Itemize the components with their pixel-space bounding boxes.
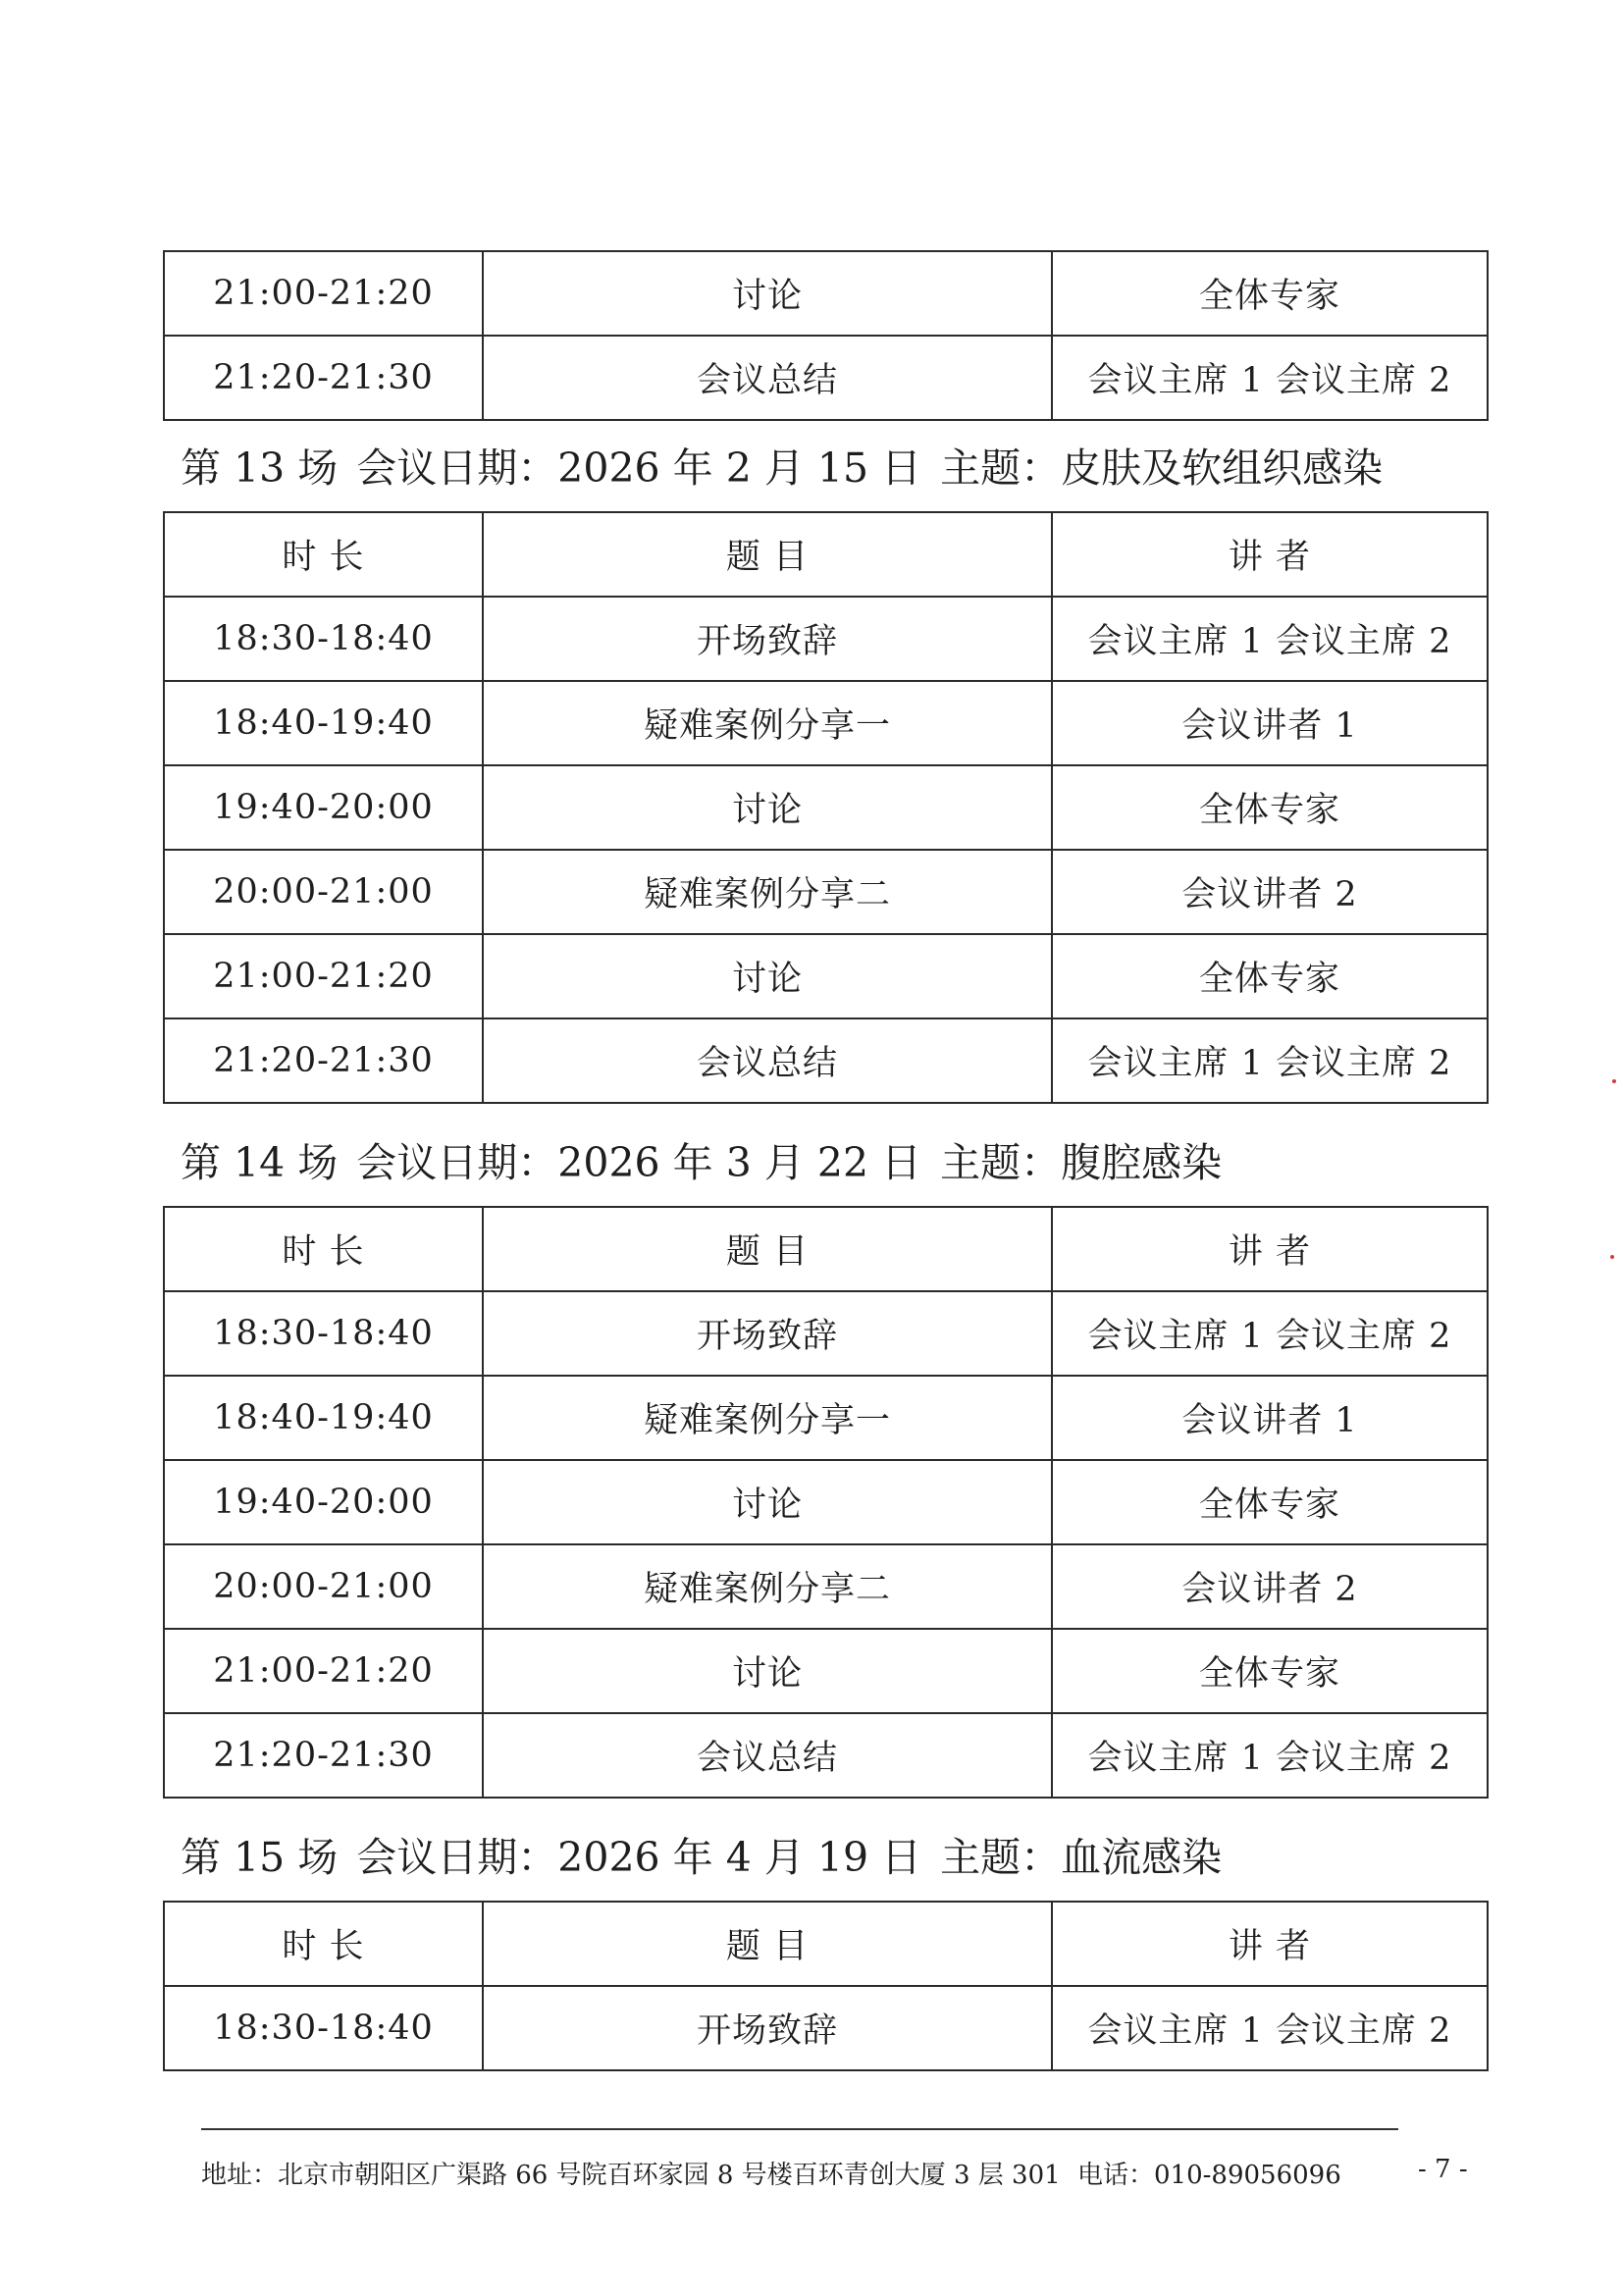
topic-cell: 开场致辞 bbox=[483, 597, 1052, 681]
speaker-cell: 会议主席 1 会议主席 2 bbox=[1052, 1986, 1488, 2070]
table-header-row bbox=[164, 1902, 1488, 1986]
table-row bbox=[164, 765, 1488, 850]
speaker-cell: 会议主席 1 会议主席 2 bbox=[1052, 1018, 1488, 1103]
table-row bbox=[164, 1544, 1488, 1629]
topic-cell: 会议总结 bbox=[483, 1018, 1052, 1103]
session-theme: 主题：血流感染 bbox=[940, 1834, 1223, 1881]
footer-divider bbox=[201, 2128, 1398, 2130]
time-cell: 18:30-18:40 bbox=[164, 1986, 483, 2070]
topic-cell: 疑难案例分享二 bbox=[483, 1544, 1052, 1629]
speaker-cell: 会议主席 1 会议主席 2 bbox=[1052, 336, 1488, 420]
footer-address: 地址：北京市朝阳区广渠路 66 号院百环家园 8 号楼百环青创大厦 3 层 301 bbox=[201, 2161, 1061, 2190]
topic-cell: 讨论 bbox=[483, 251, 1052, 336]
time-cell: 21:20-21:30 bbox=[164, 1713, 483, 1798]
time-cell: 21:20-21:30 bbox=[164, 336, 483, 420]
table-header-row bbox=[164, 1207, 1488, 1291]
speaker-cell: 会议讲者 2 bbox=[1052, 1544, 1488, 1629]
page-number: - 7 - bbox=[1418, 2155, 1468, 2184]
topic-cell: 讨论 bbox=[483, 765, 1052, 850]
table-row bbox=[164, 1986, 1488, 2070]
session-date: 会议日期：2026 年 2 月 15 日 bbox=[356, 444, 922, 492]
table-row bbox=[164, 597, 1488, 681]
time-cell: 21:00-21:20 bbox=[164, 1629, 483, 1713]
table-row bbox=[164, 681, 1488, 765]
table-row bbox=[164, 1291, 1488, 1376]
speaker-cell: 会议主席 1 会议主席 2 bbox=[1052, 597, 1488, 681]
table-row bbox=[164, 336, 1488, 420]
header-topic: 题 目 bbox=[483, 1902, 1052, 1986]
header-speaker: 讲 者 bbox=[1052, 1902, 1488, 1986]
continued-schedule-table bbox=[163, 250, 1489, 421]
time-cell: 19:40-20:00 bbox=[164, 765, 483, 850]
topic-cell: 疑难案例分享二 bbox=[483, 850, 1052, 934]
time-cell: 20:00-21:00 bbox=[164, 850, 483, 934]
header-duration: 时 长 bbox=[164, 1207, 483, 1291]
table-row bbox=[164, 1460, 1488, 1544]
session-date: 会议日期：2026 年 4 月 19 日 bbox=[356, 1834, 922, 1881]
scan-speck bbox=[1610, 1255, 1614, 1259]
header-duration: 时 长 bbox=[164, 512, 483, 597]
session-14-table bbox=[163, 1206, 1489, 1799]
time-cell: 20:00-21:00 bbox=[164, 1544, 483, 1629]
table-row bbox=[164, 934, 1488, 1018]
time-cell: 18:40-19:40 bbox=[164, 681, 483, 765]
topic-cell: 讨论 bbox=[483, 1460, 1052, 1544]
session-label: 第 14 场 bbox=[181, 1139, 339, 1186]
speaker-cell: 全体专家 bbox=[1052, 1460, 1488, 1544]
speaker-cell: 会议讲者 2 bbox=[1052, 850, 1488, 934]
time-cell: 21:00-21:20 bbox=[164, 251, 483, 336]
speaker-cell: 会议主席 1 会议主席 2 bbox=[1052, 1713, 1488, 1798]
header-topic: 题 目 bbox=[483, 512, 1052, 597]
speaker-cell: 会议主席 1 会议主席 2 bbox=[1052, 1291, 1488, 1376]
table-row bbox=[164, 1018, 1488, 1103]
time-cell: 21:00-21:20 bbox=[164, 934, 483, 1018]
header-duration: 时 长 bbox=[164, 1902, 483, 1986]
session-14-heading bbox=[181, 1133, 1228, 1192]
speaker-cell: 全体专家 bbox=[1052, 765, 1488, 850]
session-15-heading bbox=[181, 1828, 1228, 1887]
footer-phone: 电话：010-89056096 bbox=[1077, 2161, 1341, 2190]
table-row bbox=[164, 1713, 1488, 1798]
time-cell: 18:30-18:40 bbox=[164, 1291, 483, 1376]
topic-cell: 会议总结 bbox=[483, 1713, 1052, 1798]
session-label: 第 13 场 bbox=[181, 444, 339, 492]
session-13-heading bbox=[181, 439, 1388, 497]
table-header-row bbox=[164, 512, 1488, 597]
header-speaker: 讲 者 bbox=[1052, 512, 1488, 597]
header-speaker: 讲 者 bbox=[1052, 1207, 1488, 1291]
topic-cell: 会议总结 bbox=[483, 336, 1052, 420]
table-row bbox=[164, 850, 1488, 934]
time-cell: 18:40-19:40 bbox=[164, 1376, 483, 1460]
session-13-table bbox=[163, 511, 1489, 1104]
topic-cell: 讨论 bbox=[483, 1629, 1052, 1713]
time-cell: 21:20-21:30 bbox=[164, 1018, 483, 1103]
session-theme: 主题：皮肤及软组织感染 bbox=[940, 444, 1384, 492]
session-date: 会议日期：2026 年 3 月 22 日 bbox=[356, 1139, 922, 1186]
speaker-cell: 全体专家 bbox=[1052, 251, 1488, 336]
topic-cell: 疑难案例分享一 bbox=[483, 681, 1052, 765]
time-cell: 19:40-20:00 bbox=[164, 1460, 483, 1544]
topic-cell: 开场致辞 bbox=[483, 1986, 1052, 2070]
table-row bbox=[164, 251, 1488, 336]
header-topic: 题 目 bbox=[483, 1207, 1052, 1291]
table-row bbox=[164, 1629, 1488, 1713]
session-label: 第 15 场 bbox=[181, 1834, 339, 1881]
topic-cell: 讨论 bbox=[483, 934, 1052, 1018]
time-cell: 18:30-18:40 bbox=[164, 597, 483, 681]
table-row bbox=[164, 1376, 1488, 1460]
session-15-table bbox=[163, 1901, 1489, 2071]
scan-speck bbox=[1612, 1079, 1616, 1083]
session-theme: 主题：腹腔感染 bbox=[940, 1139, 1223, 1186]
speaker-cell: 会议讲者 1 bbox=[1052, 1376, 1488, 1460]
topic-cell: 开场致辞 bbox=[483, 1291, 1052, 1376]
speaker-cell: 全体专家 bbox=[1052, 934, 1488, 1018]
speaker-cell: 全体专家 bbox=[1052, 1629, 1488, 1713]
speaker-cell: 会议讲者 1 bbox=[1052, 681, 1488, 765]
topic-cell: 疑难案例分享一 bbox=[483, 1376, 1052, 1460]
